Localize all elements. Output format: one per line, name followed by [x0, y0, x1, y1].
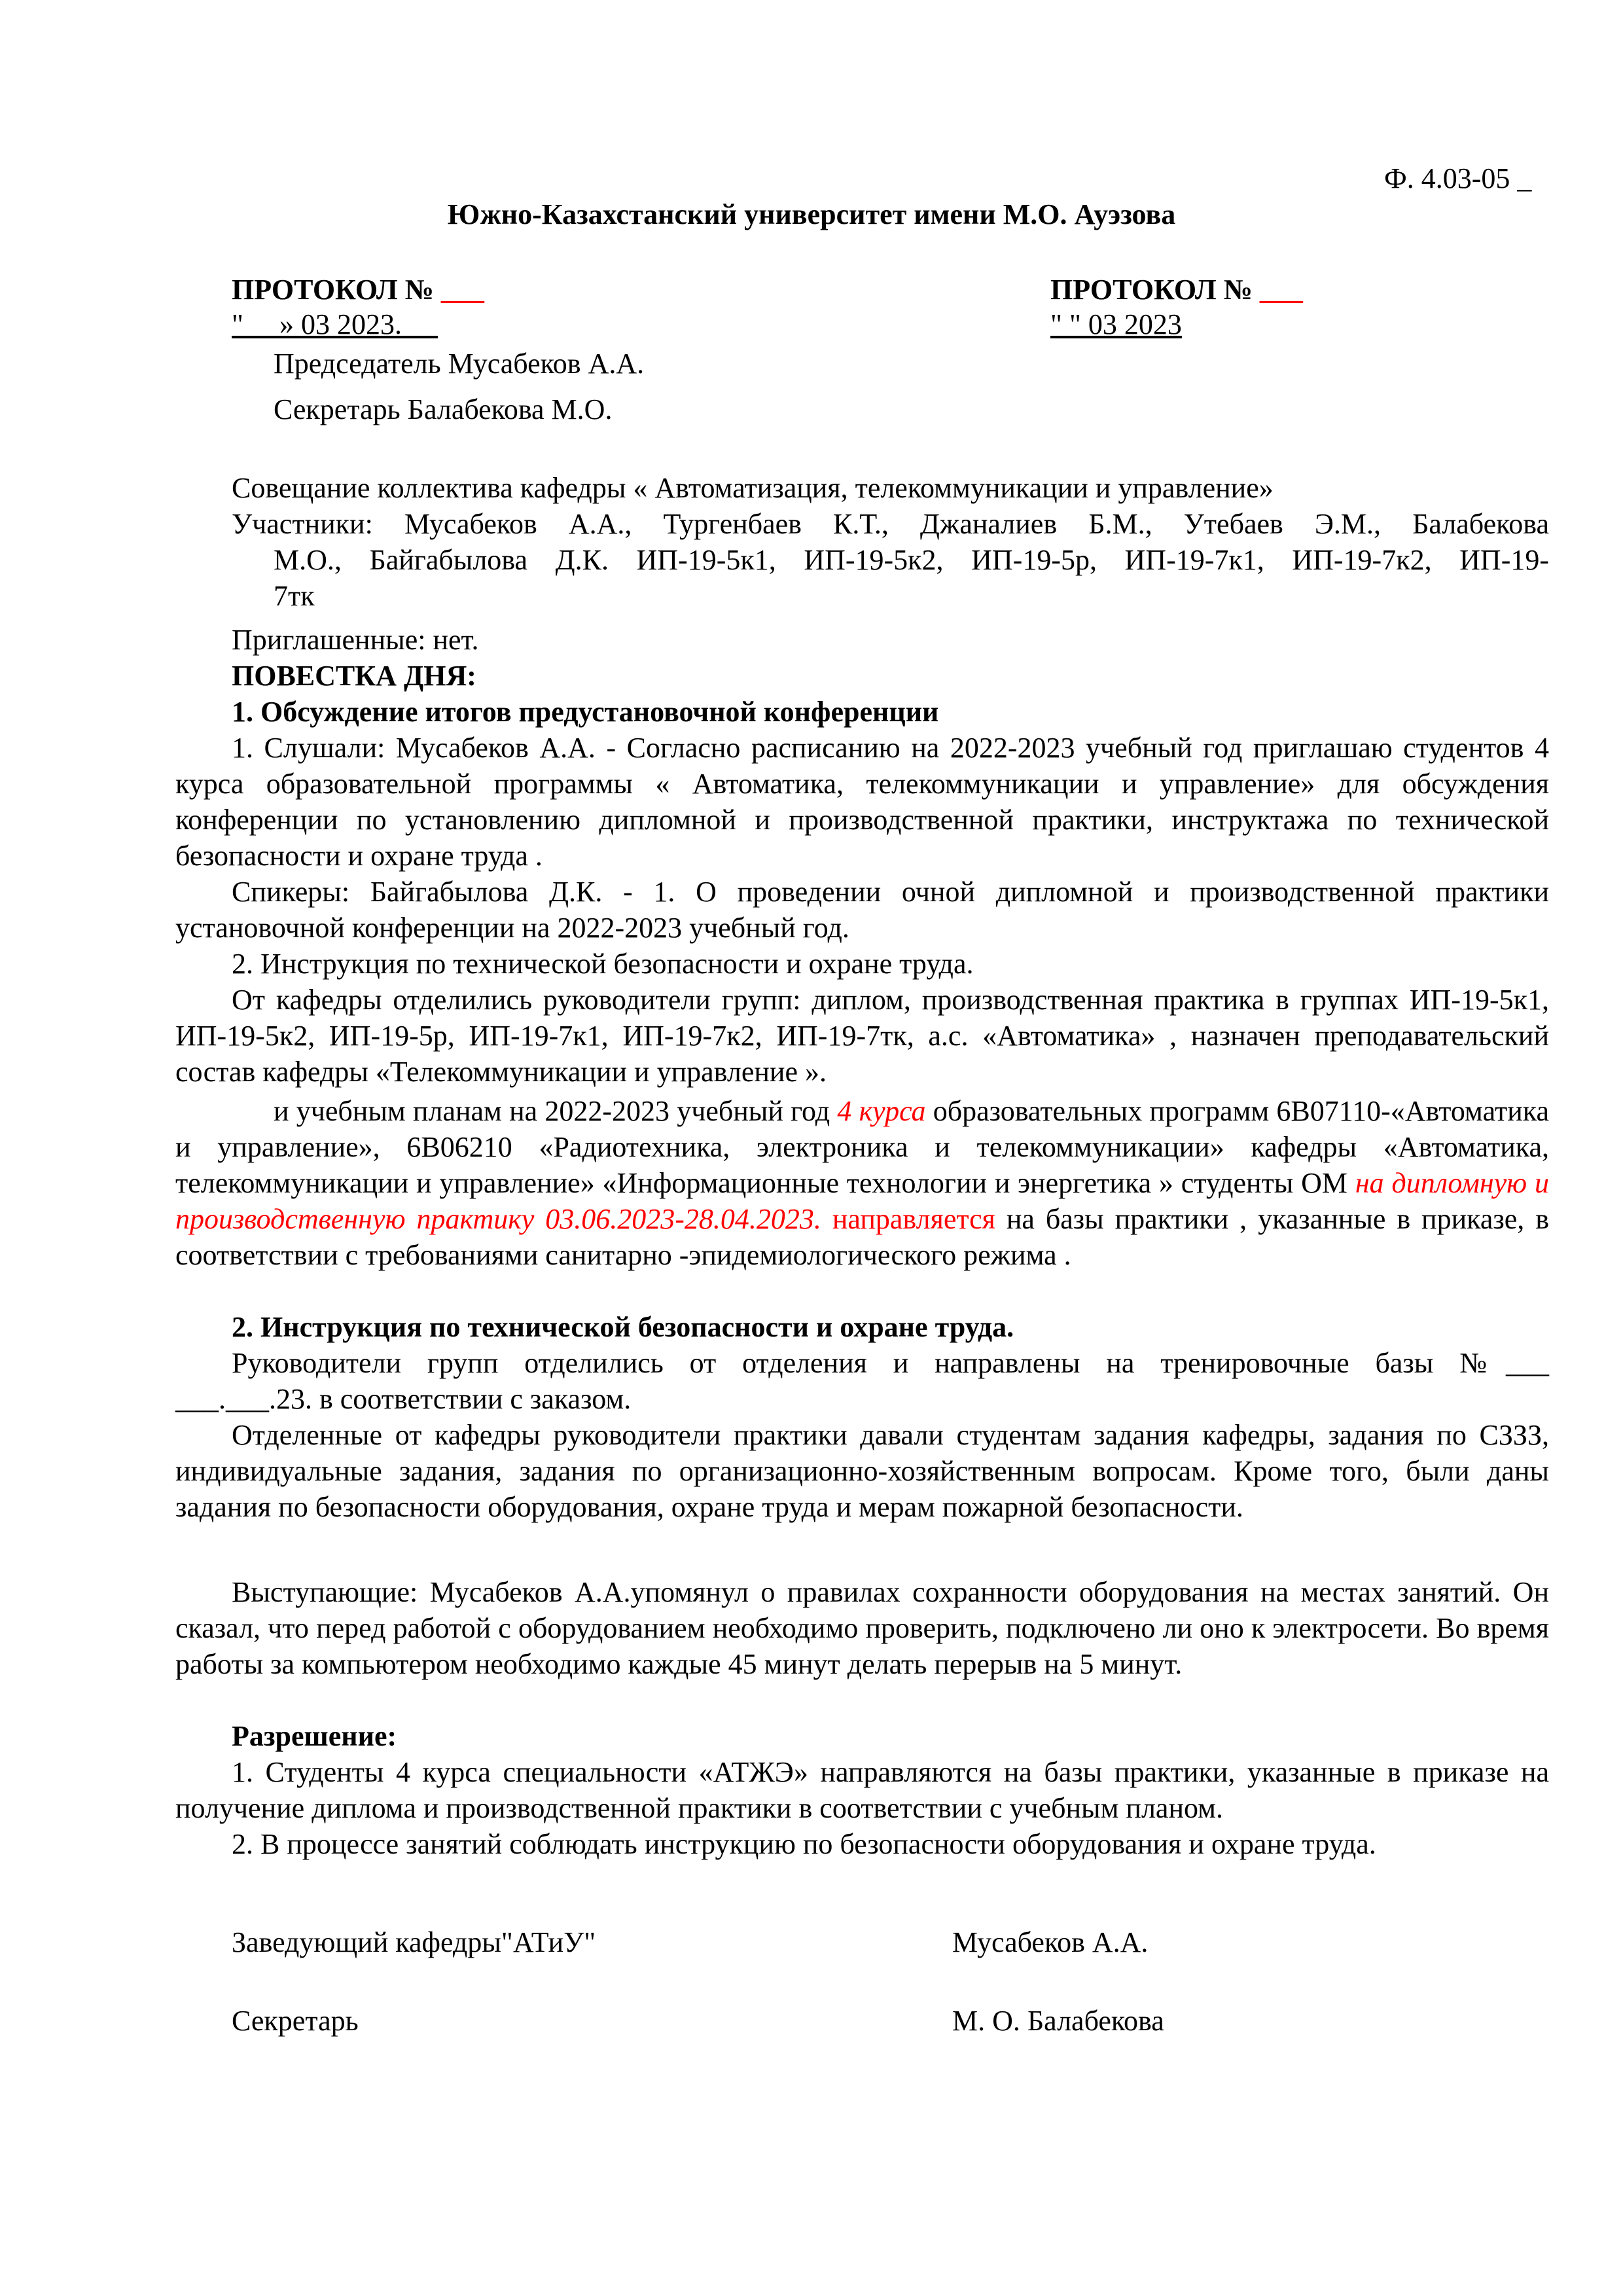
curricula-sent: направляется — [821, 1203, 995, 1235]
participants-line-1: Участники: Мусабеков А.А., Тургенбаев К.Т., Джаналиев Б.М., Утебаев Э.М., Балабекова — [232, 508, 1549, 540]
curricula-practice-dates: на дипломную и производственную практику 03.06.2023-28.04.2023. — [175, 1167, 1549, 1235]
agenda-title: ПОВЕСТКА ДНЯ: — [232, 660, 476, 692]
paragraph-speakers: Спикеры: Байгабылова Д.К. - 1. О проведении очной дипломной и производственной практики установочной конференции на 2022-2023 учебный год. — [175, 876, 1549, 944]
protocol-right-label: ПРОТОКОЛ № — [1050, 274, 1260, 306]
curricula-text-a: и учебным планам на 2022-2023 учебный год — [274, 1095, 838, 1127]
protocol-left-label: ПРОТОКОЛ № — [232, 274, 441, 306]
curricula-text-c: образовательных программ 6В07110-«Автоматика и управление», 6В06210 «Радиотехника, электроника и телекоммуникации» кафедры «Автоматика, телекоммуникации и управление» «Информационные технологии и энергетика » студенты ОМ — [175, 1095, 1549, 1199]
paragraph-curricula — [175, 1093, 1549, 1273]
curricula-course: 4 курса — [837, 1095, 926, 1127]
university-title: Южно-Казахстанский университет имени М.О. Ауэзова — [447, 198, 1176, 230]
participants-line-3: 7тк — [274, 580, 315, 612]
paragraph-leaders-line-1: Руководители групп отделились от отделения и направлены на тренировочные базы №___ — [232, 1347, 1549, 1379]
paragraph-instruction: 2. Инструкция по технической безопасности и охране труда. — [232, 948, 974, 980]
signature-secretary-name: М. О. Балабекова — [952, 2005, 1164, 2037]
resolution-title: Разрешение: — [232, 1720, 397, 1752]
form-code: Ф. 4.03-05 _ — [1384, 162, 1532, 194]
signature-head-name: Мусабеков А.А. — [952, 1926, 1149, 1958]
signature-secretary-title: Секретарь — [232, 2005, 359, 2037]
resolution-item-2: 2. В процессе занятий соблюдать инструкцию по безопасности оборудования и охране труда. — [232, 1828, 1376, 1860]
paragraph-department: От кафедры отделились руководители групп: диплом, производственная практика в группах ИП-19-5к1, ИП-19-5к2, ИП-19-5р, ИП-19-7к1, ИП-19-7к2, ИП-19-7тк, а.с. «Автоматика» , назначен преподавательский состав кафедры «Телекоммуникации и управление ». — [175, 984, 1549, 1088]
chairman: Председатель Мусабеков А.А. — [274, 348, 645, 380]
protocol-right — [1050, 272, 1303, 308]
curricula-text-f: на базы практики , указанные в приказе, в соответствии с требованиями санитарно -эпидемиологического режима . — [175, 1203, 1550, 1271]
invited: Приглашенные: нет. — [232, 624, 479, 656]
protocol-left-number: ___ — [440, 274, 484, 306]
protocol-right-date: " " 03 2023 — [1050, 308, 1182, 340]
signature-head-title: Заведующий кафедры"АТиУ" — [232, 1926, 596, 1958]
paragraph-speakers-safety: Выступающие: Мусабеков А.А.упомянул о правилах сохранности оборудования на местах занятий. Он сказал, что перед работой с оборудованием необходимо проверить, подключено ли оно к электросети. Во время работы за компьютером необходимо каждые 45 минут делать перерыв на 5 минут. — [175, 1576, 1549, 1680]
agenda-item-1-title: 1. Обсуждение итогов предустановочной конференции — [232, 696, 939, 728]
agenda-item-2-title: 2. Инструкция по технической безопасности и охране труда. — [232, 1311, 1014, 1343]
protocol-left — [232, 272, 484, 308]
meeting-title: Совещание коллектива кафедры « Автоматизация, телекоммуникации и управление» — [232, 472, 1274, 504]
protocol-left-date: " » 03 2023. — [232, 308, 438, 340]
paragraph-leaders-line-2: ___.___.23. в соответствии с заказом. — [175, 1383, 632, 1415]
resolution-item-1: 1. Студенты 4 курса специальности «АТЖЭ» направляются на базы практики, указанные в приказе на получение диплома и производственной практики в соответствии с учебным планом. — [175, 1756, 1549, 1824]
participants-line-2: М.О., Байгабылова Д.К. ИП-19-5к1, ИП-19-5к2, ИП-19-5р, ИП-19-7к1, ИП-19-7к2, ИП-19- — [274, 544, 1549, 576]
secretary: Секретарь Балабекова М.О. — [274, 393, 613, 425]
paragraph-tasks: Отделенные от кафедры руководители практики давали студентам задания кафедры, задания по СЗЗЗ, индивидуальные задания, задания по организационно-хозяйственным вопросам. Кроме того, были даны задания по безопасности оборудования, охране труда и мерам пожарной безопасности. — [175, 1419, 1549, 1523]
protocol-right-number: ___ — [1259, 274, 1303, 306]
paragraph-listened: 1. Слушали: Мусабеков А.А. - Согласно расписанию на 2022-2023 учебный год приглашаю студентов 4 курса образовательной программы « Автоматика, телекоммуникации и управление» для обсуждения конференции по установлению дипломной и производственной практики, инструктажа по технической безопасности и охране труда . — [175, 732, 1549, 872]
